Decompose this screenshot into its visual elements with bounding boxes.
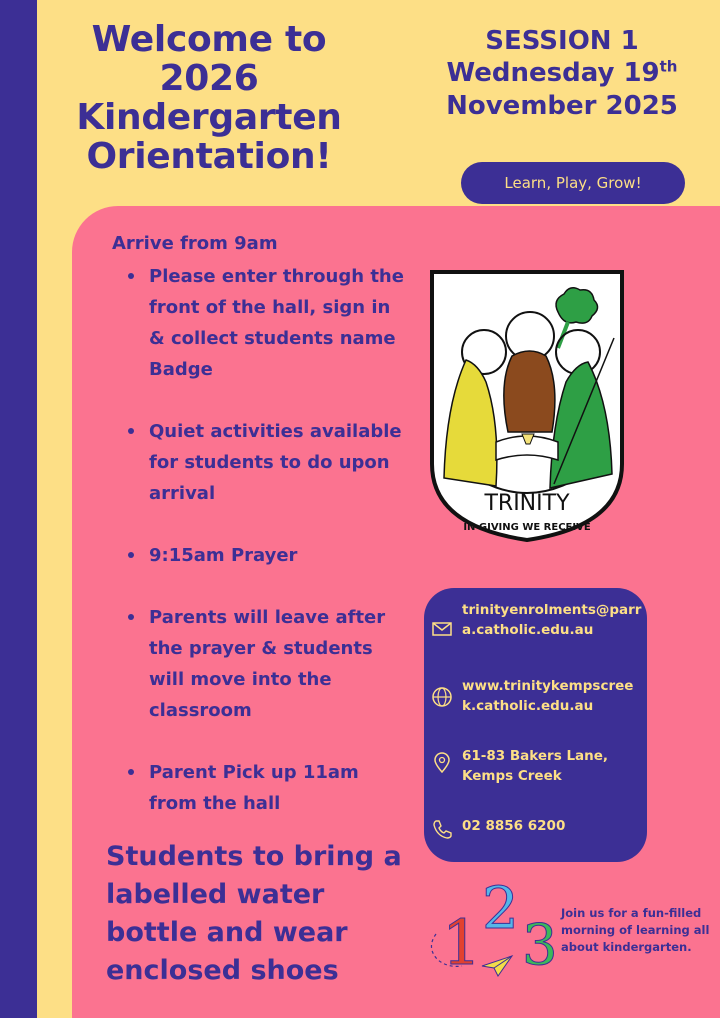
numbers-123-illustration (428, 872, 560, 980)
contact-website-row (424, 676, 647, 720)
tagline-badge: Learn, Play, Grow! (461, 162, 685, 204)
footer-note: Join us for a fun-filled morning of learning all about kindergarten. (561, 906, 710, 954)
crest-name: TRINITY (484, 491, 570, 516)
contact-email-row (424, 600, 647, 664)
phone-icon (431, 818, 453, 840)
arrival-time: Arrive from 9am (112, 233, 278, 254)
list-item: Parent Pick up 11am from the hall (126, 757, 406, 819)
mail-icon (431, 618, 453, 640)
school-crest-logo (426, 264, 628, 542)
phone-number[interactable]: 02 8856 6200 (462, 818, 566, 834)
date-line-1: Wednesday 19 (446, 58, 660, 88)
email-link[interactable]: trinityenrolments@parra.catholic.edu.au (462, 602, 642, 638)
date-suffix: th (659, 57, 678, 76)
date-line-2: November 2025 (446, 91, 678, 121)
reminder-text: Students to bring a labelled water bottle and wear enclosed shoes (106, 841, 402, 986)
left-accent-bar (0, 0, 37, 1018)
list-item: Parents will leave after the prayer & students will move into the classroom (126, 602, 406, 726)
list-item: Please enter through the front of the hall, sign in & collect students name Badge (126, 261, 406, 385)
session-date (420, 57, 704, 90)
website-link[interactable]: www.trinitykempscreek.catholic.edu.au (462, 678, 634, 714)
contact-card (424, 588, 647, 862)
list-item: 9:15am Prayer (126, 540, 406, 571)
session-info (420, 26, 704, 123)
number-two: 2 (482, 874, 519, 942)
number-one: 1 (442, 906, 482, 979)
page-title: Welcome to 2026 Kindergarten Orientation! (76, 19, 342, 177)
session-label: SESSION 1 (485, 26, 639, 56)
address-text: 61-83 Bakers Lane, Kemps Creek (462, 748, 609, 784)
number-three: 3 (522, 913, 558, 978)
crest-motto: IN GIVING WE RECEIVE (463, 522, 591, 533)
globe-icon (431, 686, 453, 708)
list-item: Quiet activities available for students to do upon arrival (126, 416, 406, 509)
schedule-list (126, 261, 406, 850)
contact-phone-row (424, 816, 647, 840)
contact-address-row (424, 746, 647, 790)
location-pin-icon (431, 752, 453, 774)
